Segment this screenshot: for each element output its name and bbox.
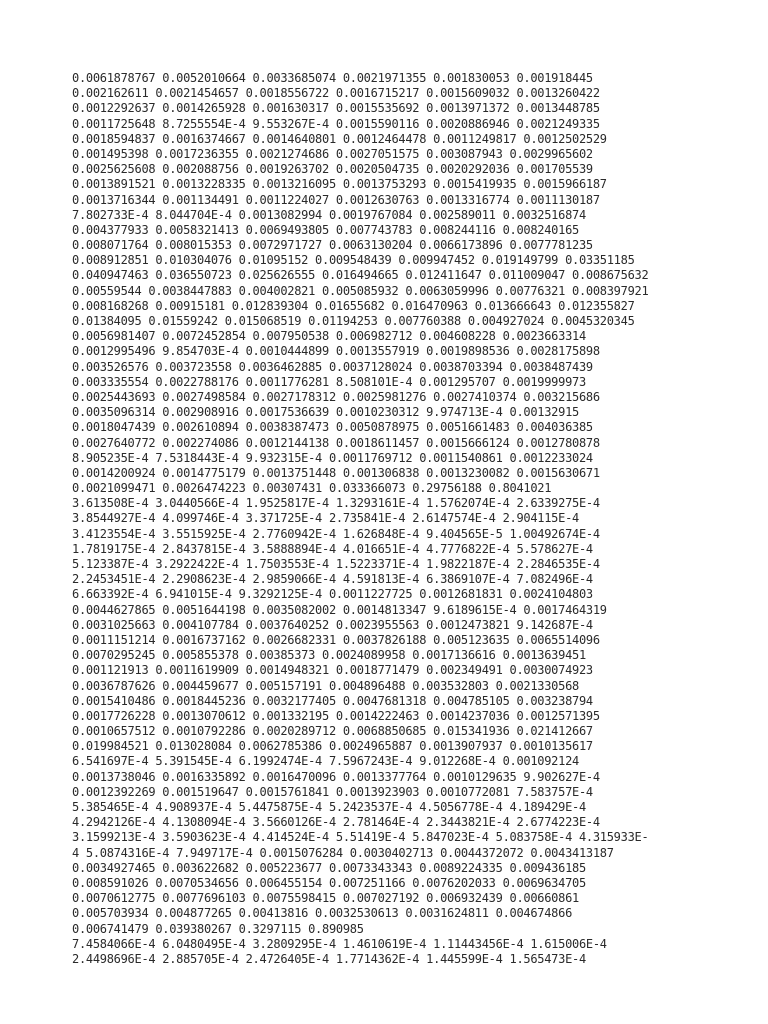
data-line: 0.0012292637 0.0014265928 0.001630317 0.0015535692 0.0013971372 0.0013448785 — [72, 101, 600, 116]
data-line: 0.00559544 0.0038447883 0.004002821 0.005085932 0.0063059996 0.00776321 0.008397921 — [72, 283, 649, 298]
data-line: 4.2942126E-4 4.1308094E-4 3.5660126E-4 2.781464E-4 2.3443821E-4 2.6774223E-4 — [72, 815, 600, 830]
data-line: 5.385465E-4 4.908937E-4 5.4475875E-4 5.2423537E-4 4.5056778E-4 4.189429E-4 — [72, 800, 586, 814]
data-line: 0.0021099471 0.0026474223 0.00307431 0.033366073 0.29756188 0.8041021 — [72, 481, 552, 496]
data-line: 0.004377933 0.0058321413 0.0069493805 0.007743783 0.008244116 0.008240165 — [72, 222, 579, 237]
data-line: 0.01384095 0.01559242 0.015068519 0.01194253 0.007760388 0.004927024 0.0045320345 — [72, 314, 635, 328]
data-line: 0.019984521 0.013028084 0.0062785386 0.0024965887 0.0013907937 0.0010135617 — [72, 739, 593, 754]
data-line: 0.002162611 0.0021454657 0.0018556722 0.0016715217 0.0015609032 0.0013260422 — [72, 86, 600, 101]
data-line: 0.0070295245 0.005855378 0.00385373 0.0024089958 0.0017136616 0.0013639451 — [72, 648, 586, 663]
data-line: 1.7819175E-4 2.8437815E-4 3.5888894E-4 4.016651E-4 4.7776822E-4 5.578627E-4 — [72, 541, 593, 556]
data-line: 4 5.0874316E-4 7.949717E-4 0.0015076284 0.0030402713 0.0044372072 0.0043413187 — [72, 845, 614, 860]
numeric-data-block — [72, 71, 762, 967]
data-line: 0.0013738046 0.0016335892 0.0016470096 0.0013377764 0.0010129635 9.902627E-4 — [72, 769, 600, 784]
data-line: 0.0013891521 0.0013228335 0.0013216095 0.0013753293 0.0015419935 0.0015966187 — [72, 177, 607, 192]
data-line: 0.0010657512 0.0010792286 0.0020289712 0.0068850685 0.015341936 0.021412667 — [72, 724, 593, 739]
data-line: 0.040947463 0.036550723 0.025626555 0.016494665 0.012411647 0.011009047 0.008675632 — [72, 268, 649, 283]
data-line: 0.0013716344 0.001134491 0.0011224027 0.0012630763 0.0013316774 0.0011130187 — [72, 192, 600, 207]
data-line: 0.008591026 0.0070534656 0.006455154 0.007251166 0.0076202033 0.0069634705 — [72, 875, 586, 890]
data-line: 0.0027640772 0.002274086 0.0012144138 0.0018611457 0.0015666124 0.0012780878 — [72, 435, 600, 450]
data-line: 0.0012392269 0.001519647 0.0015761841 0.0013923903 0.0010772081 7.583757E-4 — [72, 784, 593, 799]
data-line: 3.8544927E-4 4.099746E-4 3.371725E-4 2.735841E-4 2.6147574E-4 2.904115E-4 — [72, 511, 579, 526]
data-line: 0.0015410486 0.0018445236 0.0032177405 0.0047681318 0.004785105 0.003238794 — [72, 693, 593, 708]
data-line: 3.1599213E-4 3.5903623E-4 4.414524E-4 5.51419E-4 5.847023E-4 5.083758E-4 4.315933E- — [72, 830, 649, 845]
data-line: 0.001121913 0.0011619909 0.0014948321 0.0018771479 0.002349491 0.0030074923 — [72, 663, 593, 678]
data-line: 5.123387E-4 3.2922422E-4 1.7503553E-4 1.5223371E-4 1.9822187E-4 2.2846535E-4 — [72, 557, 600, 571]
data-line: 0.0014200924 0.0014775179 0.0013751448 0.001306838 0.0013230082 0.0015630671 — [72, 465, 600, 480]
data-line: 7.4584066E-4 6.0480495E-4 3.2809295E-4 1.4610619E-4 1.11443456E-4 1.615006E-4 — [72, 936, 607, 951]
data-line: 0.0017726228 0.0013070612 0.001332195 0.0014222463 0.0014237036 0.0012571395 — [72, 708, 600, 723]
data-line: 0.008071764 0.008015353 0.0072971727 0.0063130204 0.0066173896 0.0077781235 — [72, 238, 593, 253]
data-line: 3.4123554E-4 3.5515925E-4 2.7760942E-4 1.626848E-4 9.404565E-5 1.00492674E-4 — [72, 526, 600, 541]
data-line: 2.2453451E-4 2.2908623E-4 2.9859066E-4 4.591813E-4 6.3869107E-4 7.082496E-4 — [72, 572, 593, 587]
data-line: 8.905235E-4 7.5318443E-4 9.932315E-4 0.0011769712 0.0011540861 0.0012233024 — [72, 450, 593, 465]
data-line: 0.0070612775 0.0077696103 0.0075598415 0.007027192 0.006932439 0.00660861 — [72, 891, 579, 906]
data-line: 0.0031025663 0.004107784 0.0037640252 0.0023955563 0.0012473821 9.142687E-4 — [72, 617, 593, 632]
data-line: 0.0018594837 0.0016374667 0.0014640801 0.0012464478 0.0011249817 0.0012502529 — [72, 131, 607, 146]
data-line: 0.0034927465 0.003622682 0.005223677 0.0073343343 0.0089224335 0.009436185 — [72, 860, 586, 875]
data-line: 6.541697E-4 5.391545E-4 6.1992474E-4 7.5967243E-4 9.012268E-4 0.001092124 — [72, 754, 579, 769]
data-line: 0.006741479 0.039380267 0.3297115 0.890985 — [72, 921, 364, 936]
data-line: 0.0018047439 0.002610894 0.0038387473 0.0050878975 0.0051661483 0.004036385 — [72, 420, 593, 435]
data-line: 0.0012995496 9.854703E-4 0.0010444899 0.0013557919 0.0019898536 0.0028175898 — [72, 344, 600, 359]
data-line: 0.0035096314 0.002908916 0.0017536639 0.0010230312 9.974713E-4 0.00132915 — [72, 405, 579, 420]
data-line: 0.0011151214 0.0016737162 0.0026682331 0.0037826188 0.005123635 0.0065514096 — [72, 632, 600, 647]
data-line: 0.0011725648 8.7255554E-4 9.553267E-4 0.0015590116 0.0020886946 0.0021249335 — [72, 116, 600, 131]
data-line: 0.003335554 0.0022788176 0.0011776281 8.508101E-4 0.001295707 0.0019999973 — [72, 374, 586, 389]
data-line: 0.008168268 0.00915181 0.012839304 0.01655682 0.016470963 0.013666643 0.012355827 — [72, 298, 635, 313]
data-line: 6.663392E-4 6.941015E-4 9.3292125E-4 0.0011227725 0.0012681831 0.0024104803 — [72, 587, 593, 602]
data-line: 0.0061878767 0.0052010664 0.0033685074 0.0021971355 0.001830053 0.001918445 — [72, 71, 593, 85]
data-line: 0.001495398 0.0017236355 0.0021274686 0.0027051575 0.003087943 0.0029965602 — [72, 146, 593, 161]
data-line: 0.0044627865 0.0051644198 0.0035082002 0.0014813347 9.6189615E-4 0.0017464319 — [72, 602, 607, 617]
data-line: 0.0025443693 0.0027498584 0.0027178312 0.0025981276 0.0027410374 0.003215686 — [72, 389, 600, 404]
data-line: 3.613508E-4 3.0440566E-4 1.9525817E-4 1.3293161E-4 1.5762074E-4 2.6339275E-4 — [72, 496, 600, 511]
data-line: 0.0036787626 0.004459677 0.005157191 0.004896488 0.003532803 0.0021330568 — [72, 678, 579, 693]
data-line: 0.003526576 0.003723558 0.0036462885 0.0037128024 0.0038703394 0.0038487439 — [72, 359, 593, 374]
data-line: 7.802733E-4 8.044704E-4 0.0013082994 0.0019767084 0.002589011 0.0032516874 — [72, 207, 586, 222]
data-line: 0.008912851 0.010304076 0.01095152 0.009548439 0.009947452 0.019149799 0.03351185 — [72, 253, 635, 268]
data-line: 0.0056981407 0.0072452854 0.007950538 0.006982712 0.004608228 0.0023663314 — [72, 329, 586, 344]
data-line: 0.005703934 0.004877265 0.00413816 0.0032530613 0.0031624811 0.004674866 — [72, 906, 573, 921]
data-line: 2.4498696E-4 2.885705E-4 2.4726405E-4 1.7714362E-4 1.445599E-4 1.565473E-4 — [72, 951, 586, 966]
data-line: 0.0025625608 0.002088756 0.0019263702 0.0020504735 0.0020292036 0.001705539 — [72, 162, 593, 177]
